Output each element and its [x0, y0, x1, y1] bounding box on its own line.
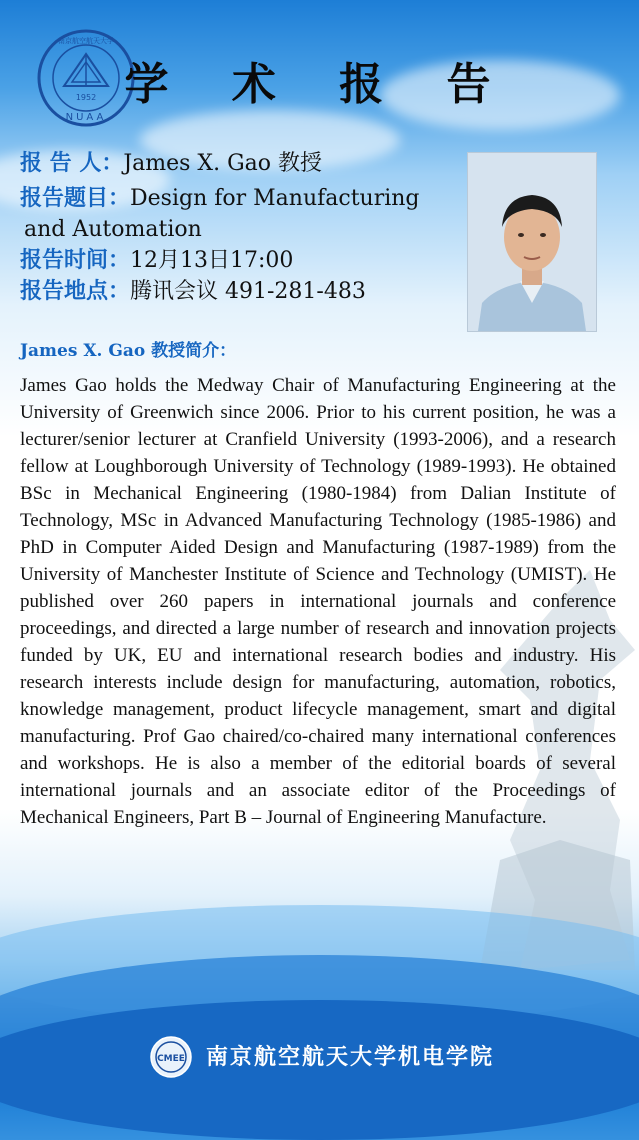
college-name: 南京航空航天大学机电学院 [206, 1044, 495, 1070]
bio-text: James Gao holds the Medway Chair of Manufacturing Engineering at the University of Greenwich since 2006. Prior to his current position, he was a lecturer/senior lecturer at Cranfield University (1993-2006), and a research fellow at Loughborough University of Technology (1989-1993). He obtained BSc in Mechanical Engineering (1980-1984) from Dalian Institute of Technology, MSc in Advanced Manufacturing Technology (1985-1986) and PhD in Computer Aided Design and Manufacturing (1987-1989) from the University of Manchester Institute of Science and Technology (UMIST). He published over 260 papers in international journals and conference proceedings, and directed a large number of research and innovation projects funded by UK, EU and international research bodies and industry. His research interests include design for manufacturing, automation, robotics, knowledge management, product lifecycle management, smart and digital manufacturing. Prof Gao chaired/co-chaired many international conferences and workshops. He is also a member of the editorial boards of several international journals and an associate editor of the Proceedings of Mechanical Engineers, Part B – Journal of Engineering Manufacture. [20, 375, 616, 828]
page-title: 学 术 报 告 [124, 59, 515, 110]
topic-value-line1: Design for Manufacturing [130, 186, 420, 211]
bio-heading: James X. Gao 教授简介： [20, 341, 237, 361]
cmee-logo-text: CMEE [157, 1054, 185, 1064]
speaker-row [20, 148, 460, 179]
report-info [20, 148, 460, 307]
speaker-photo [467, 152, 597, 332]
speaker-label: 报 告 人： [20, 151, 124, 176]
speaker-value: James X. Gao 教授 [123, 151, 323, 176]
topic-label: 报告题目： [20, 186, 131, 211]
place-value: 腾讯会议 491-281-483 [130, 279, 366, 304]
logo-bottom-text: NUAA [65, 112, 107, 123]
time-row [20, 245, 460, 276]
place-row [20, 276, 460, 307]
time-label: 报告时间： [20, 248, 131, 273]
topic-value-line2: and Automation [24, 217, 202, 242]
footer [0, 1032, 639, 1080]
cmee-logo [150, 1036, 192, 1078]
topic-row [20, 183, 460, 214]
logo-year: 1952 [75, 93, 97, 102]
logo-top-text: 南京航空航天大学 [58, 37, 114, 45]
place-label: 报告地点： [20, 279, 131, 304]
time-value: 12月13日17:00 [130, 248, 294, 273]
